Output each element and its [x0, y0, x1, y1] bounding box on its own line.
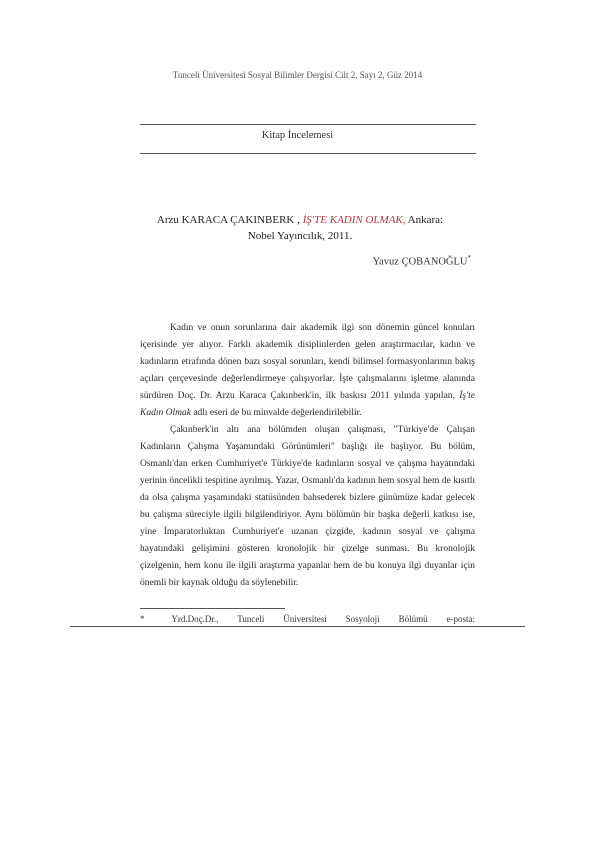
paragraph-1-text-a: Kadın ve onun sorunlarına dair akademik ilgi son dönemin güncel konuları içerisinde yer alıyor. Farklı akademik disiplinlerden gelen araştırmacılar, kadın ve kadınların etrafında dönen bazı sosyal sorunları, kendi bilimsel formasyonlarının bakış açıları çerçevesinde değerlendirmeye çalışıyorlar. İşte çalışmalarını işletme alanında sürdüren Doç. Dr. Arzu Karaca Çakınberk'in, ilk baskısı 2011 yılında yapılan, — [140, 323, 475, 401]
footnote-part: e-posta: — [446, 614, 475, 624]
footnote-part: Sosyoloji — [345, 614, 380, 624]
page-bottom-rule — [70, 626, 525, 627]
paragraph-2: Çakınberk'in altı ana bölümden oluşan çalışması, "Türkiye'de Çalışan Kadınların Çalışma Yaşamındaki Görünümleri" başlığı ile başlıyor. Bu bölüm, Osmanlı'dan erken Cumhuriyet'e Türkiye'de kadınların sosyal ve çalışma hayatındaki yerinin öncelikli tespitine ayrılmış. Yazar, Osmanlı'da kadının hem sosyal hem de kısıtlı da olsa çalışma yaşamındaki statüsünden bahsederek bizlere günümüze kadar gelecek bu çalışma süreciyle ilgili bilgilendiriyor. Aynı bölümün bir başka değerli katkısı ise, yine İmparatorluktan Cumhuriyet'e uzanan çizgide, kadının sosyal ve çalışma hayatındaki gelişimini gösteren kronolojik bir çizelge sunması. Bu kronolojik çizelgenin, hem konu ile ilgili araştırma yapanlar hem de bu konuya ilgi duyanlar için önemli bir kaynak olduğu da söylenebilir. — [140, 425, 475, 588]
footnote-part: Bölümü — [398, 614, 428, 624]
footnote-part: Tunceli — [237, 614, 265, 624]
footnote-part: Üniversitesi — [283, 614, 327, 624]
review-body — [140, 320, 475, 592]
book-citation — [150, 212, 450, 244]
footnote — [140, 614, 475, 624]
paragraph-1-book-title: İş'te Kadın Olmak — [140, 391, 475, 418]
reviewer-name: Yavuz ÇOBANOĞLU — [372, 256, 468, 268]
section-label: Kitap İncelemesi — [261, 130, 334, 141]
book-publisher: Nobel Yayıncılık, 2011. — [247, 230, 353, 242]
footnote-mark: * — [140, 614, 145, 624]
reviewer — [373, 254, 471, 268]
reviewer-footnote-mark: * — [467, 254, 471, 262]
book-title: İŞ'TE KADIN OLMAK, — [302, 214, 406, 226]
footnote-part: Yrd.Doç.Dr., — [171, 614, 219, 624]
footnote-rule — [140, 608, 285, 609]
section-rule — [140, 153, 476, 154]
book-place: Ankara: — [407, 214, 444, 226]
paragraph-1-text-b: adlı eseri de bu minvalde değerlendirilebilir. — [193, 408, 362, 418]
journal-header: Tunceli Üniversitesi Sosyal Bilimler Dergisi Cilt 2, Sayı 2, Güz 2014 — [172, 70, 423, 80]
book-author: Arzu KARACA ÇAKINBERK , — [156, 214, 300, 226]
top-rule — [140, 124, 476, 125]
paragraph-1 — [140, 320, 475, 422]
